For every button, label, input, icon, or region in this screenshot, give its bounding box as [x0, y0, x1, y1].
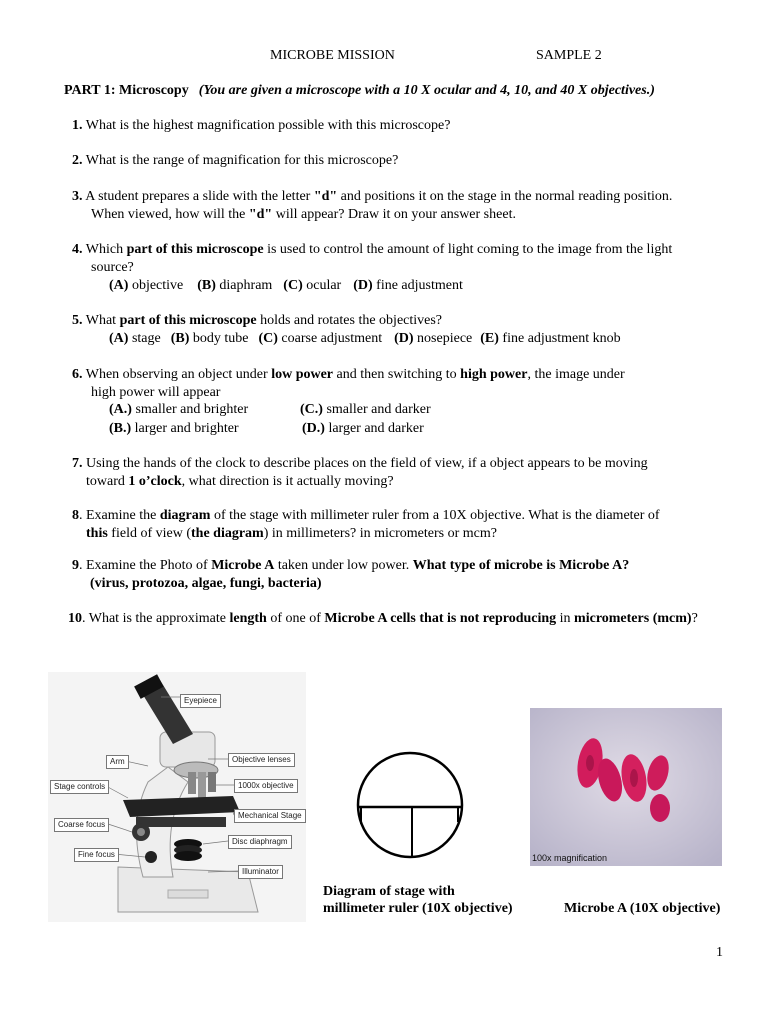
label-disc-diaphragm: Disc diaphragm — [228, 835, 292, 849]
q5-text-a: What — [82, 313, 120, 328]
question-6-line-1 — [72, 366, 625, 384]
q6-option-c-text: smaller and darker — [322, 402, 431, 417]
q6-text-a: When observing an object under — [82, 367, 272, 382]
q7-text-c: , what direction is it actually moving? — [181, 474, 394, 489]
question-4-line-1 — [72, 241, 672, 259]
photo-caption: Microbe A (10X objective) — [564, 901, 721, 916]
q5-option-d-key: (D) — [394, 331, 414, 346]
q10-bold-cells: Microbe A cells that is not reproducing — [324, 611, 557, 626]
q4-option-a: objective — [128, 278, 184, 293]
question-7-line-1 — [72, 455, 648, 473]
question-8-line-1 — [72, 507, 660, 525]
q9-bold-microbe: Microbe A — [211, 558, 275, 573]
q5-option-e: fine adjustment knob — [498, 331, 621, 346]
q6-option-b-text: larger and brighter — [131, 421, 239, 436]
field-of-view-circle — [355, 750, 465, 860]
question-1 — [72, 117, 450, 135]
q6-option-d — [302, 420, 424, 438]
label-illuminator: Illuminator — [238, 865, 283, 879]
label-stage-controls: Stage controls — [50, 780, 109, 794]
q9-number: 9 — [72, 558, 79, 573]
label-eyepiece: Eyepiece — [180, 694, 221, 708]
q4-options — [109, 277, 463, 295]
q5-option-b-key: (B) — [170, 331, 190, 346]
q5-option-e-key: (E) — [480, 331, 499, 346]
q9-text-b: taken under low power. — [274, 558, 413, 573]
q8-text-d: ) in millimeters? in micrometers or mcm? — [263, 526, 497, 541]
question-9-line-1 — [72, 557, 629, 575]
q5-option-c: coarse adjustment — [277, 331, 383, 346]
q1-text: What is the highest magnification possible with this microscope? — [82, 118, 451, 133]
q9-bold-question: What type of microbe is Microbe A? — [412, 558, 630, 573]
q4-option-b: diaphram — [215, 278, 273, 293]
q10-bold-length: length — [229, 611, 267, 626]
microbe-a-photo — [530, 708, 722, 866]
q10-number: 10 — [68, 611, 82, 626]
q8-text-a: . Examine the — [79, 508, 160, 523]
part-note: (You are given a microscope with a 10 X ocular and 4, 10, and 40 X objectives.) — [198, 83, 655, 98]
q9-text-a: . Examine the Photo of — [79, 558, 212, 573]
q4-text-source: source? — [91, 260, 134, 275]
label-mechanical-stage: Mechanical Stage — [234, 809, 306, 823]
q8-bold-diagram: diagram — [159, 508, 211, 523]
q6-option-a-key: (A.) — [109, 402, 132, 417]
q4-option-c-key: (C) — [283, 278, 303, 293]
q3-text-a: A student prepares a slide with the letter — [82, 189, 314, 204]
sample-label: SAMPLE 2 — [536, 48, 602, 63]
q6-option-d-text: larger and darker — [324, 421, 424, 436]
q5-bold: part of this microscope — [119, 313, 257, 328]
q7-text-b: toward — [86, 474, 129, 489]
microscope-figure — [48, 672, 306, 922]
q6-text-d: high power will appear — [91, 385, 221, 400]
q10-text-c: in — [556, 611, 575, 626]
q3-letter-d-2: "d" — [248, 207, 273, 222]
q4-option-d: fine adjustment — [372, 278, 463, 293]
label-coarse-focus: Coarse focus — [54, 818, 109, 832]
q4-option-a-key: (A) — [109, 278, 129, 293]
q7-text-a: Using the hands of the clock to describe places on the field of view, if a object appears to be moving — [82, 456, 648, 471]
q5-options — [109, 330, 621, 348]
page-number: 1 — [716, 945, 723, 960]
q2-number: 2. — [72, 153, 83, 168]
microscope-illustration — [48, 672, 306, 922]
q6-option-c — [300, 401, 431, 419]
q8-text-c: field of view ( — [107, 526, 191, 541]
q3-number: 3. — [72, 189, 83, 204]
q6-option-b-key: (B.) — [109, 421, 132, 436]
worksheet-title: MICROBE MISSION — [270, 48, 395, 63]
q6-option-c-key: (C.) — [300, 402, 323, 417]
q8-text-b: of the stage with millimeter ruler from a 10X objective. What is the diameter of — [210, 508, 660, 523]
question-10 — [68, 610, 698, 628]
q3-text-c: When viewed, how will the — [91, 207, 249, 222]
q6-option-a-text: smaller and brighter — [131, 402, 249, 417]
q6-text-c: , the image under — [527, 367, 625, 382]
part-heading — [64, 82, 655, 100]
q3-text-d: will appear? Draw it on your answer sheet. — [272, 207, 516, 222]
q4-option-b-key: (B) — [197, 278, 216, 293]
q6-high-power: high power — [460, 367, 528, 382]
question-2 — [72, 152, 398, 170]
q6-number: 6. — [72, 367, 83, 382]
q5-text-b: holds and rotates the objectives? — [256, 313, 443, 328]
q7-number: 7. — [72, 456, 83, 471]
q7-bold: 1 o’clock — [128, 474, 182, 489]
q6-text-b: and then switching to — [333, 367, 461, 382]
q5-option-c-key: (C) — [258, 331, 278, 346]
q4-number: 4. — [72, 242, 83, 257]
question-7-line-2 — [86, 473, 394, 491]
q8-number: 8 — [72, 508, 79, 523]
label-arm: Arm — [106, 755, 129, 769]
q8-bold-the-diagram: the diagram — [191, 526, 264, 541]
q5-number: 5. — [72, 313, 83, 328]
q1-number: 1. — [72, 118, 83, 133]
q5-option-a-key: (A) — [109, 331, 129, 346]
q8-bold-this: this — [86, 526, 108, 541]
label-objective-lenses: Objective lenses — [228, 753, 295, 767]
stage-ruler-diagram — [355, 750, 465, 860]
q5-option-b: body tube — [189, 331, 249, 346]
q10-text-a: . What is the approximate — [82, 611, 230, 626]
q4-text-a: Which — [82, 242, 127, 257]
q5-option-d: nosepiece — [413, 331, 473, 346]
q6-option-b — [109, 420, 239, 438]
diagram-caption-line-2: millimeter ruler (10X objective) — [323, 901, 513, 916]
q6-option-a — [109, 401, 248, 419]
q10-bold-units: micrometers (mcm) — [574, 611, 692, 626]
question-8-line-2 — [86, 525, 497, 543]
q3-letter-d: "d" — [313, 189, 338, 204]
q2-text: What is the range of magnification for this microscope? — [82, 153, 399, 168]
q4-text-b: is used to control the amount of light coming to the image from the light — [263, 242, 673, 257]
q3-text-b: and positions it on the stage in the normal reading position. — [337, 189, 673, 204]
q9-choices-text: (virus, protozoa, algae, fungi, bacteria) — [90, 576, 322, 591]
q4-bold: part of this microscope — [126, 242, 264, 257]
label-1000x-objective: 1000x objective — [234, 779, 298, 793]
q4-option-d-key: (D) — [353, 278, 373, 293]
q6-option-d-key: (D.) — [302, 421, 325, 436]
q4-option-c: ocular — [302, 278, 342, 293]
question-3-line-2 — [91, 206, 516, 224]
q6-low-power: low power — [271, 367, 334, 382]
q10-text-d: ? — [691, 611, 698, 626]
magnification-label: 100x magnification — [532, 853, 608, 863]
label-fine-focus: Fine focus — [74, 848, 119, 862]
q5-option-a: stage — [128, 331, 161, 346]
question-3-line-1 — [72, 188, 672, 206]
diagram-caption-line-1: Diagram of stage with — [323, 884, 455, 899]
microbe-cells-image — [530, 708, 722, 866]
q10-text-b: of one of — [266, 611, 325, 626]
q9-choices — [90, 575, 322, 593]
part-label: PART 1: Microscopy — [64, 83, 189, 98]
question-5-line-1 — [72, 312, 442, 330]
